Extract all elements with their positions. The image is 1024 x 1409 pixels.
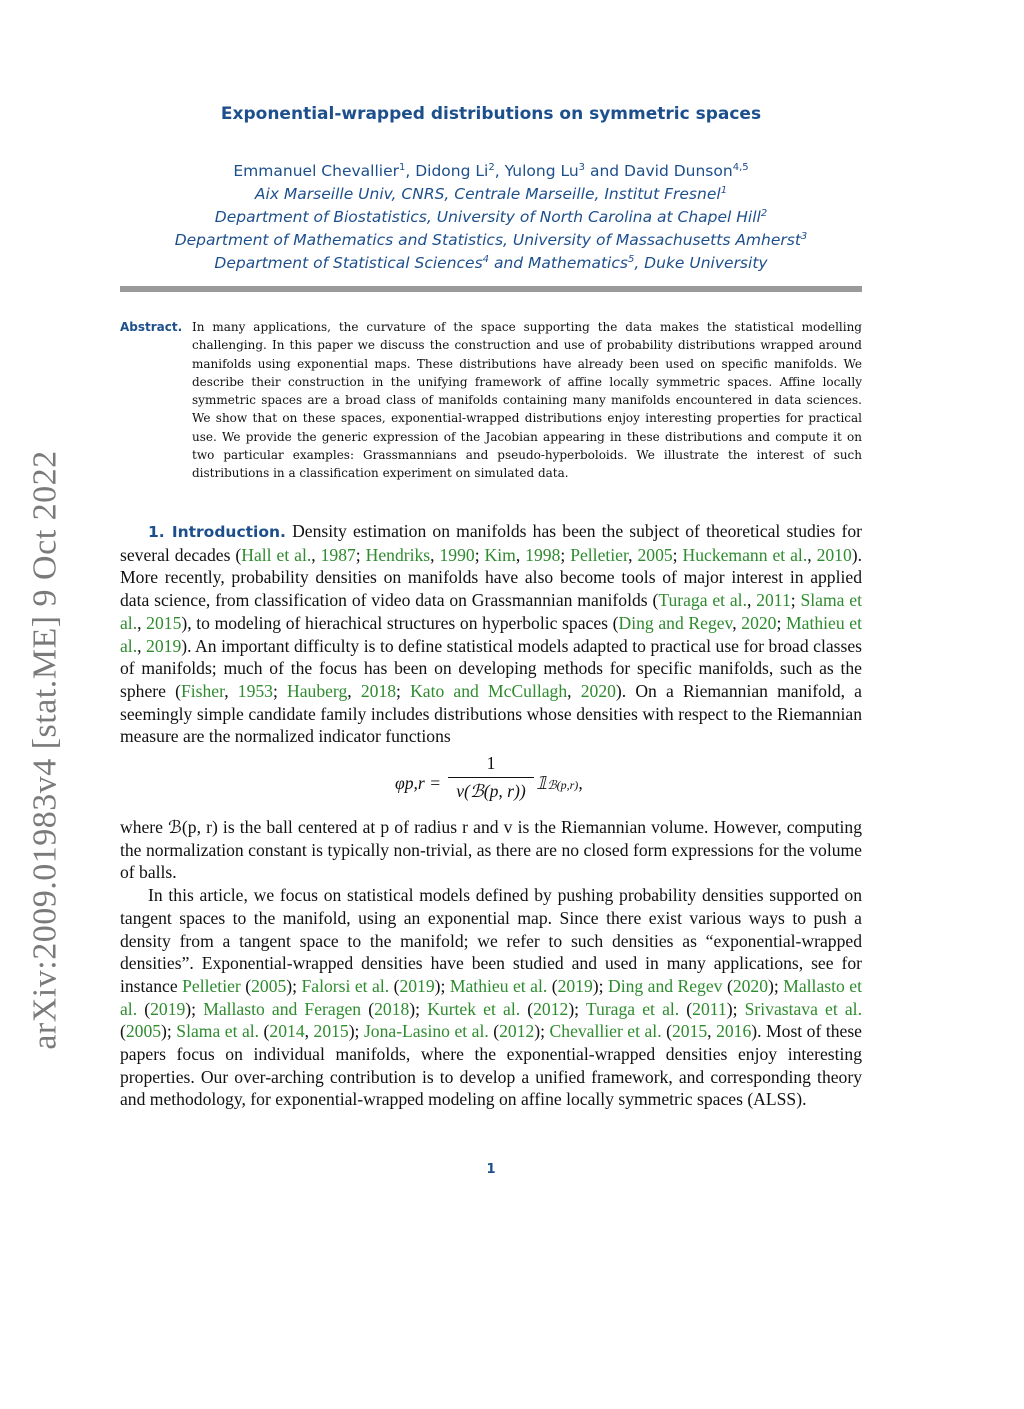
body-text: , <box>732 612 742 633</box>
formula-indicator: 𝟙ℬ(p,r), <box>536 773 583 794</box>
affiliation: Aix Marseille Univ, CNRS, Centrale Marseille, Institut Fresnel$^1$ <box>254 185 728 203</box>
header-rule <box>120 286 862 292</box>
body-text: ). Most of these papers focus on individual manifolds, where the exponential-wrapped densities enjoy interesting properties. Our over-arching contribution is to develop a unified framework, and corresponding theory and methodology, for exponential-wrapped modeling on affine locally symmetric spaces (ALSS). <box>120 1021 862 1110</box>
body-text: ( <box>389 975 400 996</box>
body-text: ( <box>488 1021 500 1042</box>
author-sup: 4,5 <box>732 162 749 173</box>
body-text: ); <box>592 975 608 996</box>
citation-link[interactable]: 2019 <box>557 975 593 996</box>
affiliation: Department of Statistical Sciences$^4$ and Mathematics$^5$, Duke University <box>214 254 768 272</box>
citation-link[interactable]: Falorsi et al. <box>301 975 390 996</box>
author-block <box>120 160 862 275</box>
citation-link[interactable]: 2018 <box>360 680 397 701</box>
body-text: , <box>430 544 440 565</box>
citation-link[interactable]: 2012 <box>533 998 569 1019</box>
formula-numerator: 1 <box>448 752 534 778</box>
citation-link[interactable]: 2015 <box>313 1021 349 1042</box>
citation-link[interactable]: Huckemann et al. <box>682 544 808 565</box>
citation-link[interactable]: 1990 <box>439 544 475 565</box>
page-number: 1 <box>486 1162 496 1177</box>
body-text: ; <box>396 680 411 701</box>
citation-link[interactable]: Ding and Regev <box>618 612 733 633</box>
body-text: ); <box>286 975 302 996</box>
affiliation: Department of Mathematics and Statistics, University of Massachusetts Amherst$^3$ <box>174 231 808 249</box>
author-name: Emmanuel Chevallier <box>233 162 399 180</box>
citation-link[interactable]: 2020 <box>741 612 777 633</box>
citation-link[interactable]: Kurtek et al. <box>427 998 521 1019</box>
author-list <box>120 160 862 183</box>
body-text: , <box>304 1021 314 1042</box>
citation-link[interactable]: 2005 <box>125 1021 162 1042</box>
citation-link[interactable]: 2005 <box>637 544 673 565</box>
body-text: ); <box>161 1021 177 1042</box>
body-text: ( <box>547 975 558 996</box>
introduction-section <box>120 520 862 1111</box>
citation-link[interactable]: 2010 <box>816 544 852 565</box>
citation-link[interactable]: 2015 <box>671 1021 708 1042</box>
author-conjunction: and <box>585 162 625 180</box>
citation-link[interactable]: 2011 <box>756 590 791 611</box>
body-text: , <box>746 590 757 611</box>
body-text: ); <box>185 998 204 1019</box>
citation-link[interactable]: Ding and Regev <box>607 975 723 996</box>
body-text: ; <box>272 680 288 701</box>
body-text: ). More recently, probability densities on manifolds have also become tools of major interest in applied data science, from classification of video data on Grassmannian manifolds ( <box>120 544 863 611</box>
body-text: ); <box>534 1021 550 1042</box>
author-name: Yulong Lu <box>504 162 579 180</box>
citation-link[interactable]: Pelletier <box>182 975 241 996</box>
citation-link[interactable]: Mallasto et al. <box>120 975 862 1019</box>
body-text: ( <box>661 1021 672 1042</box>
section-heading: 1. Introduction. <box>148 523 286 541</box>
citation-link[interactable]: Kim <box>484 544 516 565</box>
body-text: ); <box>768 975 784 996</box>
body-text: ). On a Riemannian manifold, a seemingly simple candidate family includes distributions whose densities with respect to the Riemannian measure are the normalized indicator functions <box>120 680 862 747</box>
citation-link[interactable]: 1998 <box>525 544 561 565</box>
intro-paragraph-1 <box>120 520 862 748</box>
citation-link[interactable]: 2012 <box>499 1021 535 1042</box>
body-text: ); <box>348 1021 364 1042</box>
citation-link[interactable]: 2011 <box>692 998 727 1019</box>
body-text: ( <box>722 975 733 996</box>
formula-lhs: φp,r = <box>395 773 442 794</box>
citation-link[interactable]: 2014 <box>269 1021 305 1042</box>
body-text: , <box>567 680 581 701</box>
author-sup: 1 <box>398 162 406 173</box>
arxiv-sidebar <box>16 430 76 1070</box>
indicator-formula <box>120 748 862 816</box>
body-text: , <box>137 612 147 633</box>
body-text: , <box>347 680 361 701</box>
body-text: ; <box>474 544 485 565</box>
citation-link[interactable]: Hall et al. <box>241 544 312 565</box>
citation-link[interactable]: Srivastava et al. <box>744 998 862 1019</box>
citation-link[interactable]: 2015 <box>146 612 182 633</box>
citation-link[interactable]: Chevallier et al. <box>549 1021 662 1042</box>
author-separator: , <box>405 162 416 180</box>
body-text: ); <box>568 998 586 1019</box>
body-text: ( <box>679 998 693 1019</box>
citation-link[interactable]: 2005 <box>251 975 287 996</box>
citation-link[interactable]: 2020 <box>580 680 616 701</box>
affiliation: Department of Biostatistics, University of North Carolina at Chapel Hill$^2$ <box>214 208 768 226</box>
abstract <box>120 318 862 483</box>
citation-link[interactable]: 2019 <box>146 635 182 656</box>
body-text: , <box>311 544 321 565</box>
citation-link[interactable]: 2018 <box>374 998 410 1019</box>
citation-link[interactable]: Turaga et al. <box>658 590 747 611</box>
citation-link[interactable]: Slama et al. <box>176 1021 260 1042</box>
body-text: ( <box>259 1021 270 1042</box>
citation-link[interactable]: Mathieu et al. <box>120 612 863 656</box>
body-text: ; <box>672 544 683 565</box>
body-text: In this article, we focus on statistical models defined by pushing probability densities supported on tangent spaces to the manifold, using an exponential map. Since there exist various ways to push a density from a tangent space to the manifold; we refer to such densities as “exponential-wrapped densities”. Exponential-wrapped densities have been studied and used in many applications, see for instance <box>120 885 862 996</box>
body-text: , <box>515 544 526 565</box>
citation-link[interactable]: 1953 <box>237 680 273 701</box>
body-text: ( <box>240 975 252 996</box>
body-text: ( <box>137 998 151 1019</box>
citation-link[interactable]: Pelletier <box>570 544 629 565</box>
citation-link[interactable]: Slama et al. <box>120 590 862 633</box>
citation-link[interactable]: 2016 <box>716 1021 752 1042</box>
author-name: David Dunson <box>624 162 733 180</box>
body-text: ); <box>726 998 745 1019</box>
citation-link[interactable]: Jona-Lasino et al. <box>363 1021 489 1042</box>
body-text: , <box>628 544 638 565</box>
formula-fraction <box>448 752 534 802</box>
body-text: ). An important difficulty is to define statistical models adapted to practical use for broad classes of manifolds; much of the focus has been on developing methods for specific manifolds, such as the sphere ( <box>120 635 862 701</box>
citation-link[interactable]: Turaga et al. <box>585 998 680 1019</box>
citation-link[interactable]: Mathieu et al. <box>449 975 548 996</box>
paper-title: Exponential-wrapped distributions on symmetric spaces <box>220 104 762 124</box>
body-text: ; <box>776 612 787 633</box>
body-text: ( <box>520 998 534 1019</box>
body-text: , <box>807 544 817 565</box>
abstract-label: Abstract. <box>120 320 183 334</box>
abstract-text: In many applications, the curvature of the space supporting the data makes the statistical modelling challenging. In this paper we discuss the construction and use of probability distributions wrapped around manifolds using exponential maps. These distributions have already been used on specific manifolds. We describe their construction in the unifying framework of affine locally symmetric spaces. Affine locally symmetric spaces are a broad class of manifolds containing many manifolds encountered in data sciences. We show that on these spaces, exponential-wrapped distributions enjoy interesting properties for practical use. We provide the generic expression of the Jacobian appearing in these distributions and compute it on two particular examples: Grassmannians and pseudo-hyperboloids. We illustrate the interest of such distributions in a classification experiment on simulated data. <box>192 320 862 481</box>
body-text: , <box>137 635 147 656</box>
body-text: , <box>224 680 238 701</box>
citation-link[interactable]: Fisher <box>180 680 225 701</box>
citation-link[interactable]: 2019 <box>399 975 435 996</box>
paragraph-runs <box>120 521 862 746</box>
citation-link[interactable]: 2020 <box>732 975 768 996</box>
citation-link[interactable]: 1987 <box>320 544 356 565</box>
body-text: , <box>707 1021 717 1042</box>
body-text: ; <box>355 544 366 565</box>
author-separator: , <box>494 162 505 180</box>
citation-link[interactable]: Kato and McCullagh <box>410 680 568 701</box>
body-text: ; <box>560 544 571 565</box>
body-text: ); <box>409 998 428 1019</box>
body-text: ( <box>120 1021 126 1042</box>
body-text: ), to modeling of hierachical structures on hyperbolic spaces ( <box>181 612 619 633</box>
body-text: Density estimation on manifolds has been the subject of theoretical studies for several decades ( <box>120 521 862 565</box>
intro-paragraph-2: where ℬ(p, r) is the ball centered at p of radius r and v is the Riemannian volume. However, computing the normalization constant is typically non-trivial, as there are no closed form expressions for the volume of balls. <box>120 817 862 883</box>
author-sup: 2 <box>488 162 495 173</box>
author-sup: 3 <box>578 162 586 173</box>
intro-paragraph-3 <box>120 884 862 1111</box>
citation-link[interactable]: 2019 <box>150 998 186 1019</box>
citation-link[interactable]: Hendriks <box>365 544 431 565</box>
citation-link[interactable]: Hauberg <box>287 680 348 701</box>
body-text: ); <box>434 975 450 996</box>
formula-denominator: v(ℬ(p, r)) <box>456 780 526 801</box>
body-text: ; <box>790 590 801 611</box>
citation-link[interactable]: Mallasto and Feragen <box>203 998 362 1019</box>
arxiv-identifier: arXiv:2009.01983v4 [stat.ME] 9 Oct 2022 <box>27 450 64 1050</box>
author-name: Didong Li <box>415 162 489 180</box>
body-text: ( <box>361 998 375 1019</box>
